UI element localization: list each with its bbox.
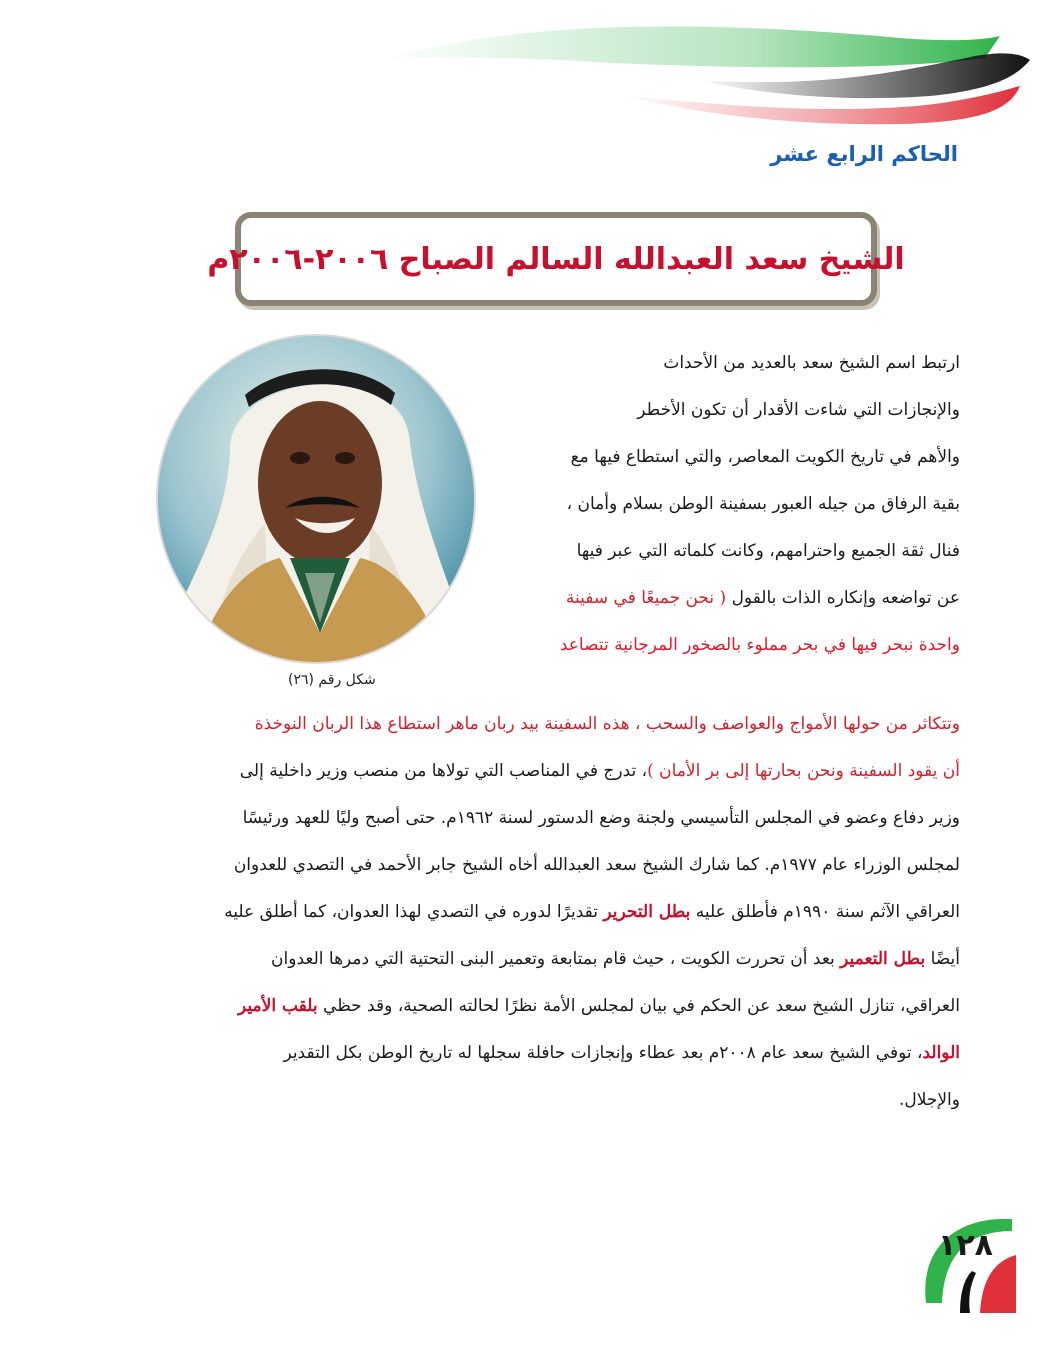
title-father-emir: بلقب الأمير [238, 996, 318, 1016]
page-title: الشيخ سعد العبدالله السالم الصباح ٢٠٠٦-٢٠٠٦م [207, 241, 905, 277]
paragraph-line: لمجلس الوزراء عام ١٩٧٧م. كما شارك الشيخ سعد العبدالله أخاه الشيخ جابر الأحمد في التصدي للعدوان [233, 855, 960, 875]
quote-line: وتتكاثر من حولها الأمواج والعواصف والسحب ، هذه السفينة بيد ربان ماهر استطاع هذا الربان النوخذة [254, 714, 960, 734]
paragraph-line: أيضًا بطل التعمير بعد أن تحررت الكويت ، حيث قام بمتابعة وتعمير البنى التحتية التي دمرها العدوان [271, 949, 960, 969]
paragraph-line: العراقي الآثم سنة ١٩٩٠م فأطلق عليه بطل التحرير تقديرًا لدوره في التصدي لهذا العدوان، كما أطلق عليه [224, 902, 960, 922]
paragraph-line: فنال ثقة الجميع واحترامهم، وكانت كلماته التي عبر فيها [576, 541, 960, 561]
title-liberation-hero: بطل التحرير [603, 902, 691, 922]
title-box [207, 212, 905, 306]
chapter-heading: الحاكم الرابع عشر [770, 142, 958, 166]
paragraph-line: والأهم في تاريخ الكويت المعاصر، والتي استطاع فيها مع [570, 447, 960, 467]
portrait-image [155, 333, 477, 665]
figure-caption: شكل رقم (٢٦) [288, 672, 376, 688]
paragraph-line: بقية الرفاق من جيله العبور بسفينة الوطن بسلام وأمان ، [566, 494, 960, 514]
paragraph-line: الوالد، توفي الشيخ سعد عام ٢٠٠٨م بعد عطاء وإنجازات حافلة سجلها له تاريخ الوطن بكل التقدير [283, 1043, 960, 1063]
quote-text: أن يقود السفينة ونحن بحارتها إلى بر الأمان ) [647, 761, 960, 781]
paragraph-line: عن تواضعه وإنكاره الذات بالقول ( نحن جميعًا في سفينة [565, 588, 960, 608]
flag-swoosh-decoration [0, 0, 1062, 140]
page-number: ١٢٨ [938, 1228, 993, 1263]
paragraph-line: أن يقود السفينة ونحن بحارتها إلى بر الأمان )، تدرج في المناصب التي تولاها من منصب وزير داخلية إلى [239, 761, 960, 781]
paragraph-line: ارتبط اسم الشيخ سعد بالعديد من الأحداث [663, 353, 960, 373]
title-father-emir-cont: الوالد [922, 1043, 960, 1063]
paragraph-line: والإجلال. [898, 1090, 960, 1110]
paragraph-line: العراقي، تنازل الشيخ سعد عن الحكم في بيان لمجلس الأمة نظرًا لحالته الصحية، وقد حظي بلقب الأمير [238, 996, 960, 1016]
quote-line: واحدة نبحر فيها في بحر مملوء بالصخور المرجانية تتصاعد [559, 635, 960, 655]
paragraph-line: والإنجازات التي شاءت الأقدار أن تكون الأخطر [637, 400, 960, 420]
intro-paragraph [515, 340, 960, 669]
quote-text: ( نحن جميعًا في سفينة [565, 588, 727, 608]
paragraph-line: وزير دفاع وعضو في المجلس التأسيسي ولجنة وضع الدستور لسنة ١٩٦٢م. حتى أصبح وليًا للعهد ورئيسًا [242, 808, 960, 828]
title-reconstruction-hero: بطل التعمير [840, 949, 926, 969]
body-paragraph [150, 701, 960, 1124]
